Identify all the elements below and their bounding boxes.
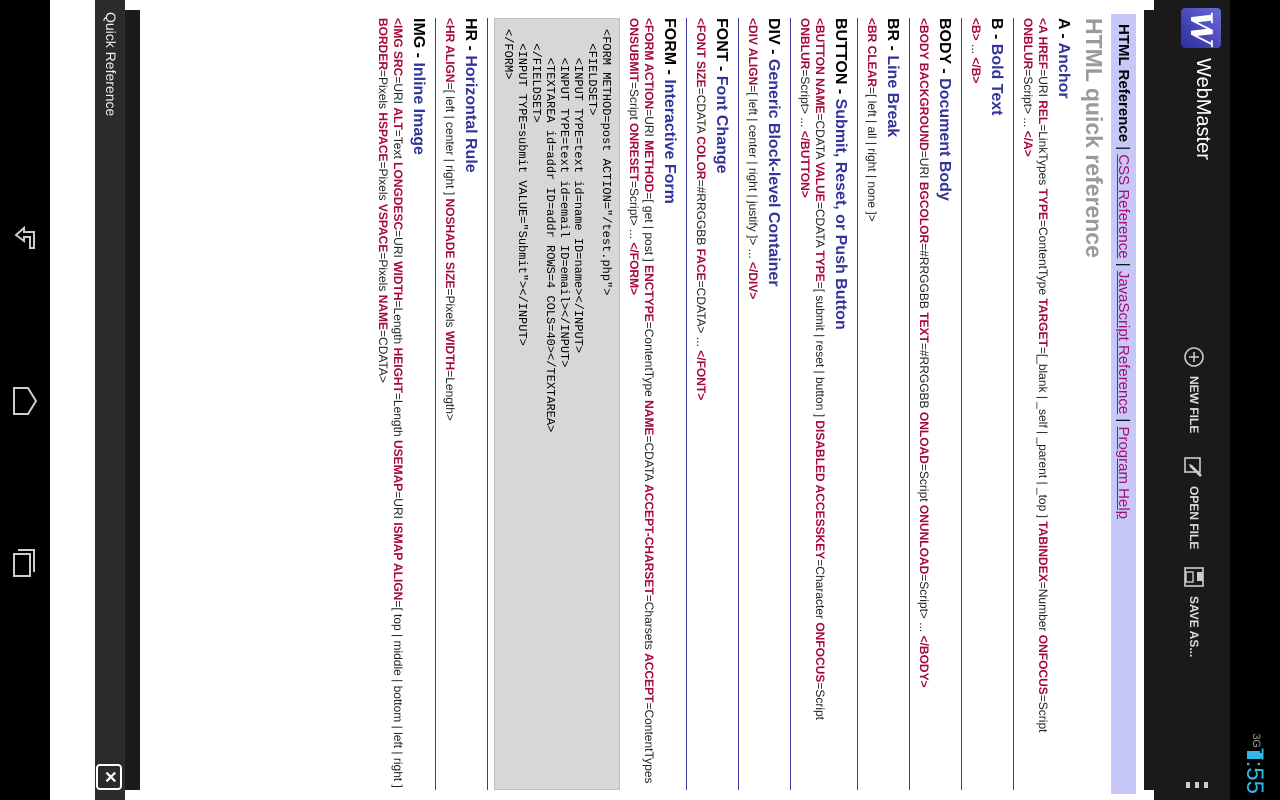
content-pane [125,10,1154,790]
syntax-keyword: <BR CLEAR [865,18,879,88]
section-description: Submit, Reset, or Push Button [832,98,849,330]
syntax-keyword: <A HREF [1036,18,1050,70]
section-heading: BUTTON - Submit, Reset, or Push Button [832,18,849,330]
tag-syntax [864,18,879,790]
reference-nav: HTML Reference | CSS Reference | JavaScript Reference | Program Help [1111,14,1136,794]
syntax-keyword: ONBLUR [1021,18,1035,70]
syntax-keyword: NAME [376,294,390,331]
syntax-keyword: USEMAP [391,439,405,492]
section-tag: BR [884,18,901,42]
section-divider [1013,18,1014,790]
section-divider [909,18,910,790]
syntax-keyword: DISABLED ACCESSKEY [813,420,827,560]
syntax-text: =Character [813,559,827,623]
section-description: Generic Block-level Container [765,58,782,287]
syntax-keyword: <BODY BACKGROUND [917,18,931,151]
syntax-keyword: <HR ALIGN [443,18,457,83]
syntax-keyword: ACCEPT-CHARSET [642,484,656,595]
syntax-keyword: </FONT> [694,350,708,401]
section-divider [790,18,791,790]
syntax-text: =URI [391,491,405,523]
section-br [857,18,901,790]
syntax-text: =Pixels [376,70,390,113]
syntax-keyword: HSPACE [376,112,390,162]
tag-syntax [797,18,827,790]
syntax-text: =#RRGGBB [917,243,931,313]
nav-current: HTML Reference [1115,24,1132,143]
section-tag: IMG [410,18,427,49]
syntax-text: =[ get | post ] [642,192,656,266]
css-reference-link[interactable]: CSS Reference [1115,154,1132,259]
code-example: <FORM METHOD=post ACTION="/test.php"> <FIELDSET> <INPUT TYPE=text id=name ID=name></INPUT> <INPUT TYPE=text id=email ID=email></INPUT> <TEXTAREA id=addr ID=addr ROWS=4 COLS=40></TEXTAREA> </FIELDSET> <INPUT TYPE=submit VALUE="Submit"></INPUT> </FORM> [494,18,620,790]
syntax-text: =[ left | center | right ] [443,82,457,199]
syntax-keyword: TARGET [1036,298,1050,347]
plus-circle-icon [1183,346,1205,368]
new-file-label: NEW FILE [1187,376,1201,434]
section-description: Font Change [713,75,730,174]
syntax-keyword: <B> [969,18,983,41]
back-icon[interactable] [9,220,41,256]
syntax-keyword: <DIV ALIGN [746,18,760,86]
section-b [961,18,1005,790]
syntax-text: =URI [391,230,405,262]
syntax-text: =[ top | middle | bottom | left | right ] [391,600,405,788]
syntax-keyword: TYPE [1036,188,1050,220]
syntax-keyword: NOSHADE SIZE [443,198,457,289]
syntax-keyword: COLOR [694,136,708,180]
syntax-text: =URI [642,109,656,141]
tag-syntax [442,18,457,790]
syntax-text: =URI [917,150,931,182]
section-heading: BODY - Document Body [936,18,953,201]
section-heading: HR - Horizontal Rule [462,18,479,173]
section-divider [487,18,488,790]
section-tag: BUTTON [832,18,849,85]
section-tag: FONT [713,18,730,62]
reference-body [375,10,1107,798]
syntax-keyword: ONBLUR [798,18,812,70]
syntax-text: =[ submit | reset | button ] [813,281,827,421]
syntax-text: =[ left | all | right | none ]> [865,87,879,222]
section-body [909,18,953,790]
javascript-reference-link[interactable]: JavaScript Reference [1115,270,1132,415]
syntax-keyword: </BUTTON> [798,130,812,198]
rotated-app [50,0,1280,800]
syntax-keyword: <FORM ACTION [642,18,656,110]
syntax-text: =Pixels [443,288,457,331]
overflow-menu-icon[interactable] [1186,782,1208,788]
close-button[interactable] [96,764,122,790]
syntax-keyword: <FONT SIZE [694,18,708,88]
close-icon: ✕ [101,770,118,784]
section-tag: A [1055,18,1072,29]
syntax-text: =Length [391,392,405,440]
syntax-text: =URI [1036,69,1050,101]
syntax-keyword: ONUNLOAD [917,504,931,575]
syntax-text: =Pixels [376,161,390,204]
syntax-text: =Script> ... [1021,69,1035,131]
section-description: Interactive Form [661,79,678,204]
section-divider [857,18,858,790]
save-as-label: SAVE AS... [1187,596,1201,658]
section-heading: DIV - Generic Block-level Container [765,18,782,287]
section-divider [738,18,739,790]
open-file-button[interactable] [1166,456,1222,549]
syntax-text: =URI [391,76,405,108]
syntax-text: =Script [627,82,641,124]
page-title: HTML quick reference [1081,18,1107,258]
section-tag: BODY [936,18,953,64]
section-description: Inline Image [410,62,427,155]
section-font [686,18,730,790]
syntax-text: =Number [1036,581,1050,635]
syntax-keyword: ONLOAD [917,411,931,464]
syntax-text: =CDATA> [376,330,390,383]
section-tag: FORM [661,18,678,66]
save-icon [1183,566,1205,588]
syntax-keyword: ONRESET [627,123,641,182]
syntax-text: =Script [1036,694,1050,733]
section-description: Document Body [936,78,953,201]
syntax-text: =Charsets [642,594,656,654]
syntax-text: =CDATA [813,113,827,163]
syntax-keyword: FACE [694,248,708,281]
section-tag: B [988,18,1005,30]
panel-title: Quick Reference [103,12,119,117]
syntax-keyword: TYPE [813,250,827,282]
tag-syntax [1020,18,1050,790]
syntax-keyword: ACCEPT [642,653,656,703]
syntax-text: =Script [917,463,931,505]
syntax-keyword: TABINDEX [1036,521,1050,582]
syntax-text: =[_blank | _self | _parent | _top ] [1036,346,1050,522]
syntax-keyword: WIDTH [443,330,457,371]
syntax-keyword: ONSUBMIT [627,18,641,82]
reference-webview[interactable] [125,0,1154,800]
reference-document [140,10,1144,798]
new-file-button[interactable] [1166,346,1222,433]
syntax-keyword: ISMAP ALIGN [391,522,405,601]
section-divider [961,18,962,790]
section-description: Anchor [1055,42,1072,99]
section-description: Bold Text [988,43,1005,116]
syntax-text: =Script> ... [798,69,812,131]
clock: 7:55 [1241,747,1268,794]
section-heading: IMG - Inline Image [410,18,427,155]
section-form [487,18,678,790]
syntax-keyword: REL [1036,100,1050,125]
section-a [1013,18,1072,790]
syntax-text: =Script [813,682,827,721]
syntax-keyword: </A> [1021,130,1035,157]
syntax-text: =[ left | center | right | justify ]> ... [746,85,760,262]
syntax-keyword: ONFOCUS [1036,634,1050,695]
syntax-keyword: WIDTH [391,261,405,301]
syntax-text: =Text [391,129,405,163]
syntax-keyword: ONFOCUS [813,622,827,683]
syntax-keyword: TEXT [917,312,931,343]
system-nav-bar [0,0,50,800]
syntax-keyword: <IMG SRC [391,18,405,77]
network-indicator: 3G [1250,733,1262,748]
syntax-text: =LinkTypes [1036,124,1050,189]
syntax-text: =#RRGGBB [917,342,931,412]
syntax-text: =CDATA [694,87,708,137]
syntax-keyword: LONGDESC [391,162,405,231]
syntax-text: =CDATA> ... [694,280,708,351]
program-help-link[interactable]: Program Help [1115,426,1132,520]
syntax-text: =Pixels [376,252,390,295]
tag-syntax [693,18,708,790]
section-heading: B - Bold Text [988,18,1005,116]
syntax-text: =CDATA [642,435,656,485]
syntax-text: =ContentType [642,321,656,401]
section-heading: BR - Line Break [884,18,901,138]
recent-apps-icon[interactable] [9,545,41,581]
syntax-text: =ContentType [1036,219,1050,299]
syntax-text: =ContentTypes [642,702,656,784]
syntax-keyword: HEIGHT [391,347,405,393]
section-img [375,18,427,790]
syntax-keyword: NAME [642,400,656,436]
app-logo-icon[interactable]: W [1181,8,1221,48]
syntax-keyword: METHOD [642,140,656,193]
syntax-keyword: VALUE [813,162,827,202]
tag-syntax [745,18,760,790]
app-title: WebMaster [1192,58,1214,160]
edit-icon [1183,456,1205,478]
syntax-text: =Script> ... [627,181,641,243]
action-bar [1154,0,1230,800]
section-tag: HR [462,18,479,42]
syntax-keyword: </DIV> [746,262,760,300]
section-hr [435,18,479,790]
panel-title-bar [95,0,125,800]
section-divider [686,18,687,790]
open-file-label: OPEN FILE [1187,486,1201,550]
syntax-keyword: </B> [969,57,983,84]
tag-syntax [916,18,931,790]
section-heading: FORM - Interactive Form [661,18,678,204]
syntax-keyword: BORDER [376,18,390,71]
home-icon[interactable] [9,383,41,419]
syntax-text: =#RRGGBB [694,179,708,249]
section-description: Horizontal Rule [462,55,479,173]
section-heading: A - Anchor [1055,18,1072,99]
syntax-keyword: ALT [391,107,405,130]
syntax-text: =CDATA [813,201,827,251]
syntax-keyword: BGCOLOR [917,181,931,244]
section-description: Line Break [884,55,901,138]
tag-syntax [375,18,405,790]
tag-syntax [626,18,656,790]
syntax-text: ... [969,40,983,58]
syntax-keyword: VSPACE [376,203,390,253]
section-list [375,18,1072,790]
syntax-keyword: </FORM> [627,242,641,296]
section-div [738,18,782,790]
syntax-text: =Length [391,300,405,348]
syntax-keyword: ENCTYPE [642,265,656,322]
syntax-text: =Script> ... [917,574,931,636]
syntax-text: =Length> [443,370,457,421]
syntax-keyword: </BODY> [917,635,931,688]
section-tag: DIV [765,18,782,45]
status-bar [1230,0,1280,800]
save-as-button[interactable] [1166,566,1222,657]
section-button [790,18,849,790]
syntax-keyword: <BUTTON NAME [813,18,827,114]
section-heading: FONT - Font Change [713,18,730,174]
section-divider [435,18,436,790]
tag-syntax [968,18,983,790]
